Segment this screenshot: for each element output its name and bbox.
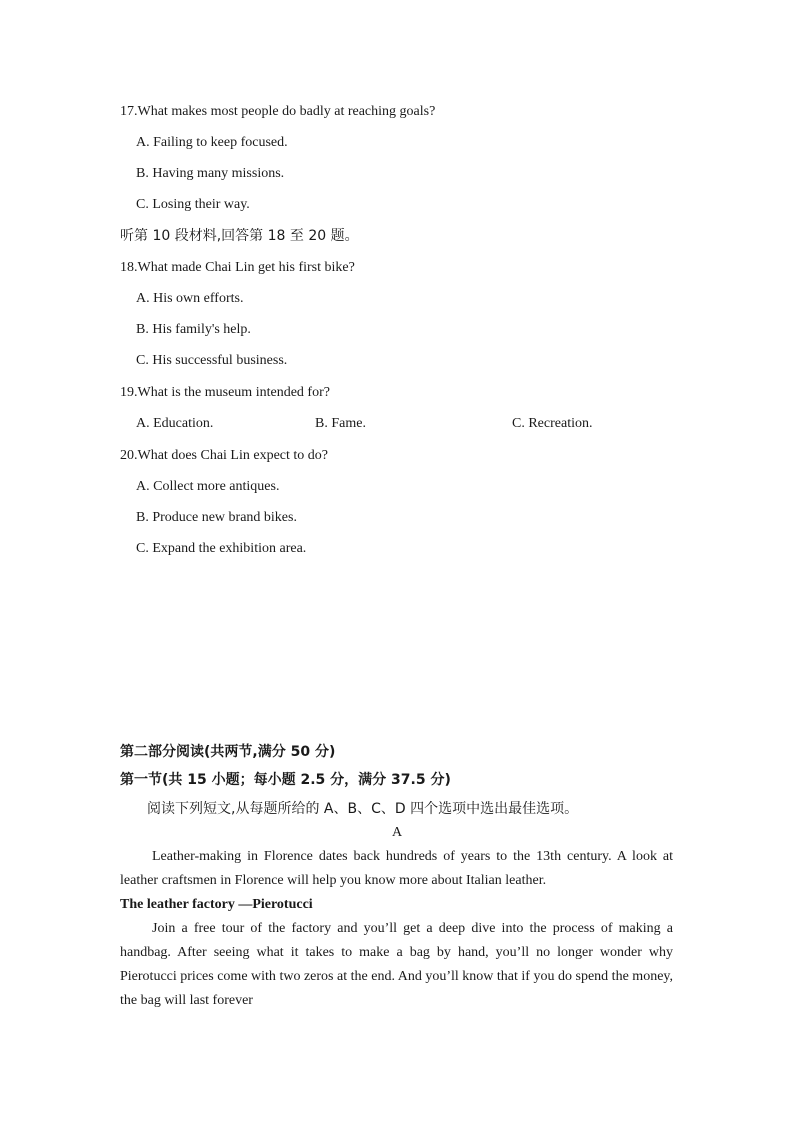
q17-option-b: B. Having many missions. bbox=[136, 166, 285, 181]
q18-option-b: B. His family's help. bbox=[136, 322, 251, 337]
listening-instruction-10: 听第 10 段材料,回答第 18 至 20 题。 bbox=[120, 228, 359, 244]
q20-option-a: A. Collect more antiques. bbox=[136, 479, 280, 494]
reading-instruction: 阅读下列短文,从每题所给的 A、B、C、D 四个选项中选出最佳选项。 bbox=[147, 801, 579, 817]
passage-paragraph-2: Join a free tour of the factory and you’ll get a deep dive into the process of making a handbag. After seeing what it takes to make a bag by hand, you’ll no longer wonder why Pierotucci prices come with two zeros at the end. And you’ll know that if you do spend the money, the bag will last forever bbox=[120, 921, 673, 1008]
q17-option-a: A. Failing to keep focused. bbox=[136, 135, 288, 150]
passage-subheading: The leather factory —Pierotucci bbox=[120, 897, 313, 912]
q20-option-b: B. Produce new brand bikes. bbox=[136, 510, 297, 525]
reading-section-title: 第一节(共 15 小题；每小题 2.5 分，满分 37.5 分) bbox=[120, 772, 451, 788]
q18-option-c: C. His successful business. bbox=[136, 353, 288, 368]
question-20: 20.What does Chai Lin expect to do? bbox=[120, 448, 328, 463]
question-19: 19.What is the museum intended for? bbox=[120, 385, 330, 400]
q17-option-c: C. Losing their way. bbox=[136, 197, 250, 212]
reading-part-title: 第二部分阅读(共两节,满分 50 分) bbox=[120, 744, 336, 760]
q18-option-a: A. His own efforts. bbox=[136, 291, 244, 306]
passage-paragraph-1: Leather-making in Florence dates back hundreds of years to the 13th century. A look at leather craftsmen in Florence will help you know more about Italian leather. bbox=[120, 849, 673, 888]
passage-label: A bbox=[391, 825, 403, 840]
q19-option-b: B. Fame. bbox=[315, 416, 366, 431]
q19-option-a: A. Education. bbox=[136, 416, 214, 431]
question-17: 17.What makes most people do badly at reaching goals? bbox=[120, 104, 436, 119]
q20-option-c: C. Expand the exhibition area. bbox=[136, 541, 307, 556]
q19-option-c: C. Recreation. bbox=[512, 416, 593, 431]
question-18: 18.What made Chai Lin get his first bike? bbox=[120, 260, 355, 275]
